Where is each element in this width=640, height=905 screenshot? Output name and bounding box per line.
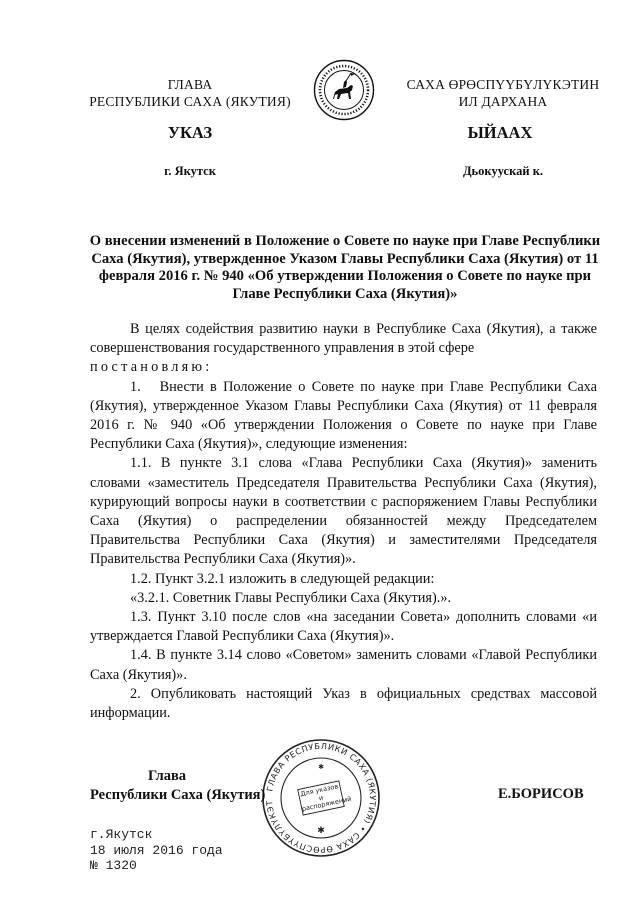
intro-paragraph: В целях содействия развитию науки в Республике Саха (Якутия), а также совершенствования государственного управления в этой сфере [90, 321, 597, 357]
stamp-center-text: Для указов и распоряжений [299, 782, 353, 814]
issuer-left-line1: ГЛАВА [167, 77, 213, 92]
decree-footer [90, 827, 223, 874]
resolve-word: постановляю: [90, 359, 213, 376]
signatory-title [90, 767, 290, 805]
item-1-2: 1.2. Пункт 3.2.1 изложить в следующей редакции: [130, 570, 435, 587]
doc-type-ru: УКАЗ [167, 123, 213, 142]
issuer-left [80, 76, 300, 110]
footer-city: г.Якутск [90, 827, 153, 842]
item-1-4: 1.4. В пункте 3.14 слово «Советом» заменить словами «Главой Республики Саха (Якутия)». [90, 647, 597, 683]
issuer-left-line2: РЕСПУБЛИКИ САХА (ЯКУТИЯ) [89, 94, 291, 109]
svg-text:✱: ✱ [317, 825, 325, 835]
svg-text:✱: ✱ [318, 763, 324, 771]
decree-body [90, 320, 597, 723]
decree-title: О внесении изменений в Положение о Совете по науке при Главе Республики Саха (Якутия), утвержденное Указом Главы Республики Саха (Якутия) от 11 февраля 2016 г. № 940 «Об утверждении Положения о Совете по науке при Главе Республики Саха (Якутия)» [89, 233, 601, 302]
item-1-1: 1.1. В пункте 3.1 слова «Глава Республики Саха (Якутия)» заменить словами «заместитель Председателя Правительства Республики Саха (Якутия), курирующий вопросы науки в соответствии с распоряжением Главы Республики Саха (Якутия) о распределении обязанностей между Председателем Правительства Республики Саха (Якутия) и заместителями Председателя Правительства Республики Саха (Якутия)». [90, 455, 597, 568]
stamp-ring-text: ГЛАВА РЕСПУБЛИКИ САХА (ЯКУТИЯ) • САХА ӨРӨСПҮҮБҮЛҮКЭТ [263, 740, 379, 856]
doc-type-sakha: ЫЙААХ [467, 123, 533, 142]
item-1: 1. Внести в Положение о Совете по науке при Главе Республики Саха (Якутия), утвержденное Указом Главы Республики Саха (Якутия) от 11 февраля 2016 г. № 940 «Об утверждении Положения о Совете по науке при Главе Республики Саха (Якутия)», следующие изменения: [90, 378, 597, 453]
signatory-title-line2: Республики Саха (Якутия) [90, 787, 266, 803]
item-1-2-quote: «3.2.1. Советник Главы Республики Саха (Якутия).». [130, 589, 452, 606]
emblem-icon [313, 59, 375, 121]
signatory-name: Е.БОРИСОВ [498, 786, 584, 802]
footer-number: № 1320 [90, 858, 137, 873]
signatory-title-line1: Глава [148, 768, 187, 784]
issuer-right-line2: ИЛ ДАРХАНА [458, 94, 548, 109]
item-1-3: 1.3. Пункт 3.10 после слов «на заседании Совета» дополнить словами «и утверждается Главой Республики Саха (Якутия)». [90, 609, 597, 645]
place-sakha: Дьокуускай к. [462, 164, 544, 178]
footer-date: 18 июля 2016 года [90, 842, 223, 858]
issuer-right-line1: САХА ӨРӨСПҮҮБҮЛҮКЭТИН [406, 77, 600, 92]
item-2: 2. Опубликовать настоящий Указ в официальных средствах массовой информации. [90, 685, 597, 722]
place-ru: г. Якутск [164, 164, 216, 178]
issuer-right [398, 76, 608, 110]
